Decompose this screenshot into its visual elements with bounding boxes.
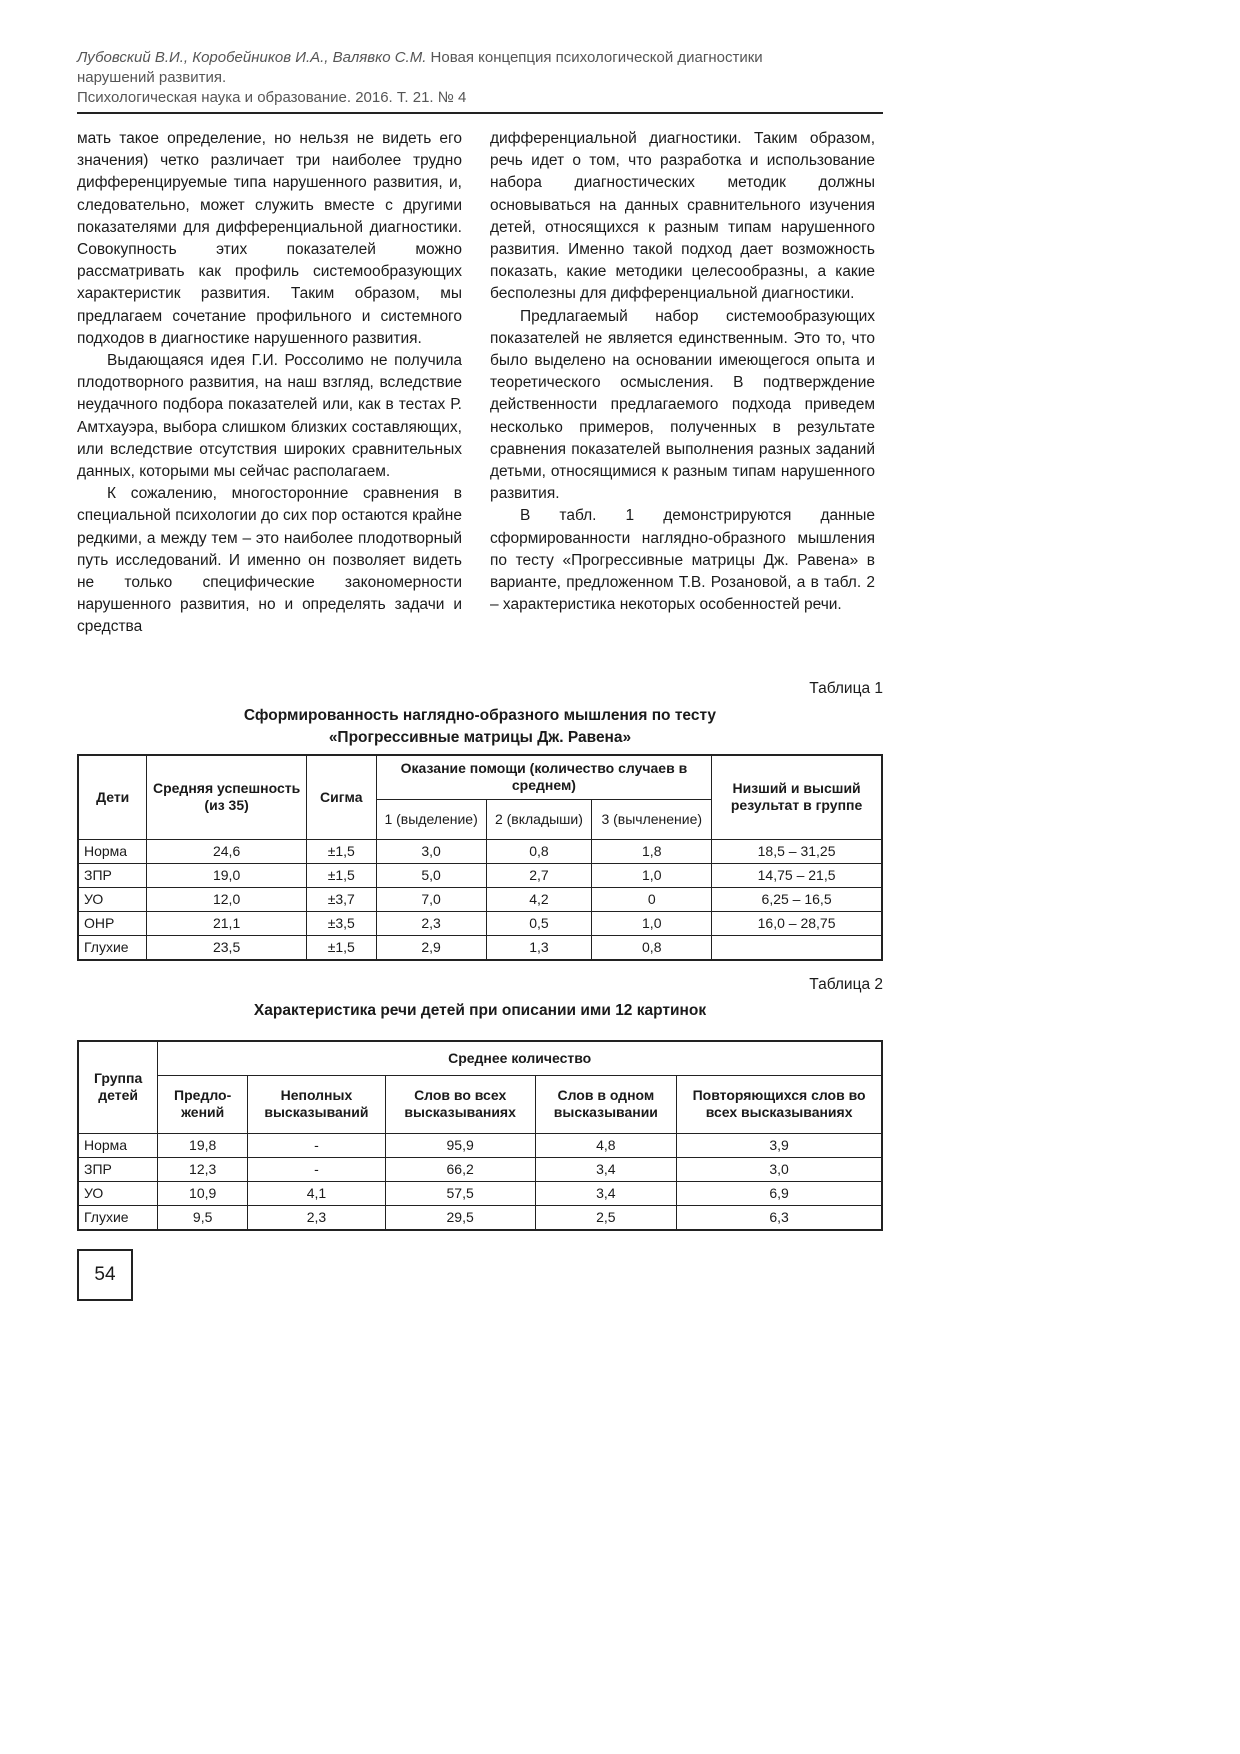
table1-cell-sigma: ±1,5: [306, 935, 376, 960]
table1-header-children: Дети: [78, 755, 147, 839]
table-row: [78, 1157, 882, 1181]
table1-cell-group: ОНР: [78, 911, 147, 935]
table2-cell-sentences: 19,8: [158, 1133, 248, 1157]
table1-cell-h3: 1,0: [592, 863, 712, 887]
table-row: [78, 887, 882, 911]
table1-header-avg: Средняя успешность (из 35): [147, 755, 306, 839]
table2-cell-words-all: 95,9: [385, 1133, 535, 1157]
table2-cell-sentences: 10,9: [158, 1181, 248, 1205]
table1-cell-avg: 24,6: [147, 839, 306, 863]
table1-cell-h1: 7,0: [376, 887, 486, 911]
table2-cell-incomplete: -: [248, 1133, 386, 1157]
table2-cell-repeat: 3,0: [677, 1157, 882, 1181]
table-row: [78, 1181, 882, 1205]
table1-header-range: Низший и высший результат в группе: [712, 755, 882, 839]
table-row: [78, 839, 882, 863]
table1-header-help1: 1 (выделение): [376, 799, 486, 839]
table2-cell-repeat: 3,9: [677, 1133, 882, 1157]
table1-title-line-1: Сформированность наглядно-образного мышления по тесту: [243, 707, 717, 724]
table2-header-repeat: Повторяющихся слов во всех высказываниях: [677, 1075, 882, 1133]
table-row: [78, 1205, 882, 1230]
table2-header-words-one: Слов в одном высказывании: [535, 1075, 677, 1133]
right-paragraph-3: В табл. 1 демонстрируются данные сформированности наглядно-образного мышления по тесту «Прогрессивные матрицы Дж. Равена» в варианте, предложенном Т.В. Розановой, а в табл. 2 – характеристика некоторых особенностей речи.: [490, 507, 875, 614]
table1-cell-avg: 12,0: [147, 887, 306, 911]
table2-cell-group: УО: [78, 1181, 158, 1205]
table1-label: Таблица 1: [809, 680, 883, 697]
table2-header-group: Группа детей: [78, 1041, 158, 1133]
table1: [77, 754, 883, 961]
table2-cell-incomplete: 2,3: [248, 1205, 386, 1230]
table1-header-help3: 3 (вычленение): [592, 799, 712, 839]
right-paragraph-2: Предлагаемый набор системообразующих показателей не является единственным. Это то, что было выделено на основании имеющегося опыта и теоретического осмысления. В подтверждение действенности предлагаемого подхода приведем несколько примеров, полученных в результате сравнения показателей выполнения разных заданий детьми, относящимися к разным типам нарушенного развития.: [490, 307, 875, 503]
table1-cell-sigma: ±3,7: [306, 887, 376, 911]
table1-cell-h1: 5,0: [376, 863, 486, 887]
header-title-1: Новая концепция психологической диагностики: [426, 49, 763, 66]
page-number: 54: [77, 1249, 133, 1301]
table-row: [78, 935, 882, 960]
table1-cell-range: 6,25 – 16,5: [712, 887, 882, 911]
table1-cell-avg: 19,0: [147, 863, 306, 887]
header-journal: Психологическая наука и образование. 2016. Т. 21. № 4: [77, 89, 467, 106]
table2-cell-words-one: 3,4: [535, 1157, 677, 1181]
table1-cell-range: 16,0 – 28,75: [712, 911, 882, 935]
table1-cell-sigma: ±1,5: [306, 839, 376, 863]
header-title-2: нарушений развития.: [77, 69, 227, 86]
table2-label: Таблица 2: [809, 976, 883, 993]
table2-cell-words-all: 57,5: [385, 1181, 535, 1205]
right-paragraph-1: дифференциальной диагностики. Таким образом, речь идет о том, что разработка и использование набора диагностических методик должны основываться на данных сравнительного изучения детей, относящихся к разным типам нарушенного развития. Именно такой подход дает возможность показать, какие методики целесообразны, а какие бесполезны для дифференциальной диагностики.: [490, 130, 875, 303]
table2-cell-words-one: 4,8: [535, 1133, 677, 1157]
table1-cell-group: УО: [78, 887, 147, 911]
table2-header-sentences: Предло-жений: [158, 1075, 248, 1133]
table2-cell-words-one: 2,5: [535, 1205, 677, 1230]
table1-cell-h2: 0,5: [486, 911, 592, 935]
table1-title: [77, 705, 883, 749]
left-paragraph-1: мать такое определение, но нельзя не видеть его значения) четко различает три наиболее трудно дифференцируемые типа нарушенного развития, и, следовательно, может служить вместе с другими показателями для дифференциальной диагностики. Совокупность этих показателей можно рассматривать как профиль системообразующих характеристик развития. Таким образом, мы предлагаем сочетание профильного и системного подходов в диагностике нарушенного развития.: [77, 130, 462, 347]
table2-cell-group: Глухие: [78, 1205, 158, 1230]
table1-header-help: Оказание помощи (количество случаев в среднем): [376, 755, 711, 799]
table2-header-incomplete: Неполных высказываний: [248, 1075, 386, 1133]
table2-cell-incomplete: 4,1: [248, 1181, 386, 1205]
table2-cell-group: Норма: [78, 1133, 158, 1157]
table2: [77, 1040, 883, 1231]
table1-cell-h2: 2,7: [486, 863, 592, 887]
header-authors: Лубовский В.И., Коробейников И.А., Валявко С.М.: [77, 49, 427, 66]
table1-cell-h1: 3,0: [376, 839, 486, 863]
table2-title: Характеристика речи детей при описании ими 12 картинок: [253, 1002, 707, 1019]
table1-cell-sigma: ±3,5: [306, 911, 376, 935]
table1-header-sigma: Сигма: [306, 755, 376, 839]
table2-cell-group: ЗПР: [78, 1157, 158, 1181]
table2-cell-words-all: 66,2: [385, 1157, 535, 1181]
table2-cell-repeat: 6,3: [677, 1205, 882, 1230]
table1-cell-avg: 23,5: [147, 935, 306, 960]
table-row: [78, 863, 882, 887]
table2-header-avg-count: Среднее количество: [158, 1041, 882, 1075]
table2-cell-repeat: 6,9: [677, 1181, 882, 1205]
table1-cell-group: Глухие: [78, 935, 147, 960]
left-text-column: [77, 128, 462, 639]
running-header: [77, 48, 883, 108]
table1-cell-h3: 0,8: [592, 935, 712, 960]
table-row: [78, 1133, 882, 1157]
table1-cell-sigma: ±1,5: [306, 863, 376, 887]
table2-header-words-all: Слов во всех высказываниях: [385, 1075, 535, 1133]
table1-cell-range: 18,5 – 31,25: [712, 839, 882, 863]
table1-cell-range: [712, 935, 882, 960]
left-paragraph-2: Выдающаяся идея Г.И. Россолимо не получила плодотворного развития, на наш взгляд, вследствие неудачного подбора показателей или, как в тестах Р. Амтхауэра, выбора слишком близких составляющих, или вследствие отсутствия широких сравнительных данных, которыми мы сейчас располагаем.: [77, 352, 462, 481]
table1-cell-group: Норма: [78, 839, 147, 863]
table2-cell-words-one: 3,4: [535, 1181, 677, 1205]
table1-cell-h1: 2,3: [376, 911, 486, 935]
table1-header-help2: 2 (вкладыши): [486, 799, 592, 839]
table-row: [78, 911, 882, 935]
table1-cell-range: 14,75 – 21,5: [712, 863, 882, 887]
table2-cell-incomplete: -: [248, 1157, 386, 1181]
table1-cell-group: ЗПР: [78, 863, 147, 887]
table1-cell-h2: 4,2: [486, 887, 592, 911]
table2-cell-words-all: 29,5: [385, 1205, 535, 1230]
table1-title-line-2: «Прогрессивные матрицы Дж. Равена»: [328, 729, 632, 746]
header-divider: [77, 112, 883, 114]
table1-cell-h1: 2,9: [376, 935, 486, 960]
table2-cell-sentences: 9,5: [158, 1205, 248, 1230]
left-paragraph-3: К сожалению, многосторонние сравнения в специальной психологии до сих пор остаются крайне редкими, а между тем – это наиболее плодотворный путь исследований. И именно он позволяет видеть не только специфические закономерности нарушенного развития, но и определять задачи и средства: [77, 485, 462, 636]
table1-cell-avg: 21,1: [147, 911, 306, 935]
header-line-1: [77, 48, 883, 68]
table2-cell-sentences: 12,3: [158, 1157, 248, 1181]
table1-cell-h2: 0,8: [486, 839, 592, 863]
table1-cell-h3: 1,0: [592, 911, 712, 935]
right-text-column: [490, 128, 875, 616]
table1-cell-h2: 1,3: [486, 935, 592, 960]
table1-cell-h3: 1,8: [592, 839, 712, 863]
table1-cell-h3: 0: [592, 887, 712, 911]
